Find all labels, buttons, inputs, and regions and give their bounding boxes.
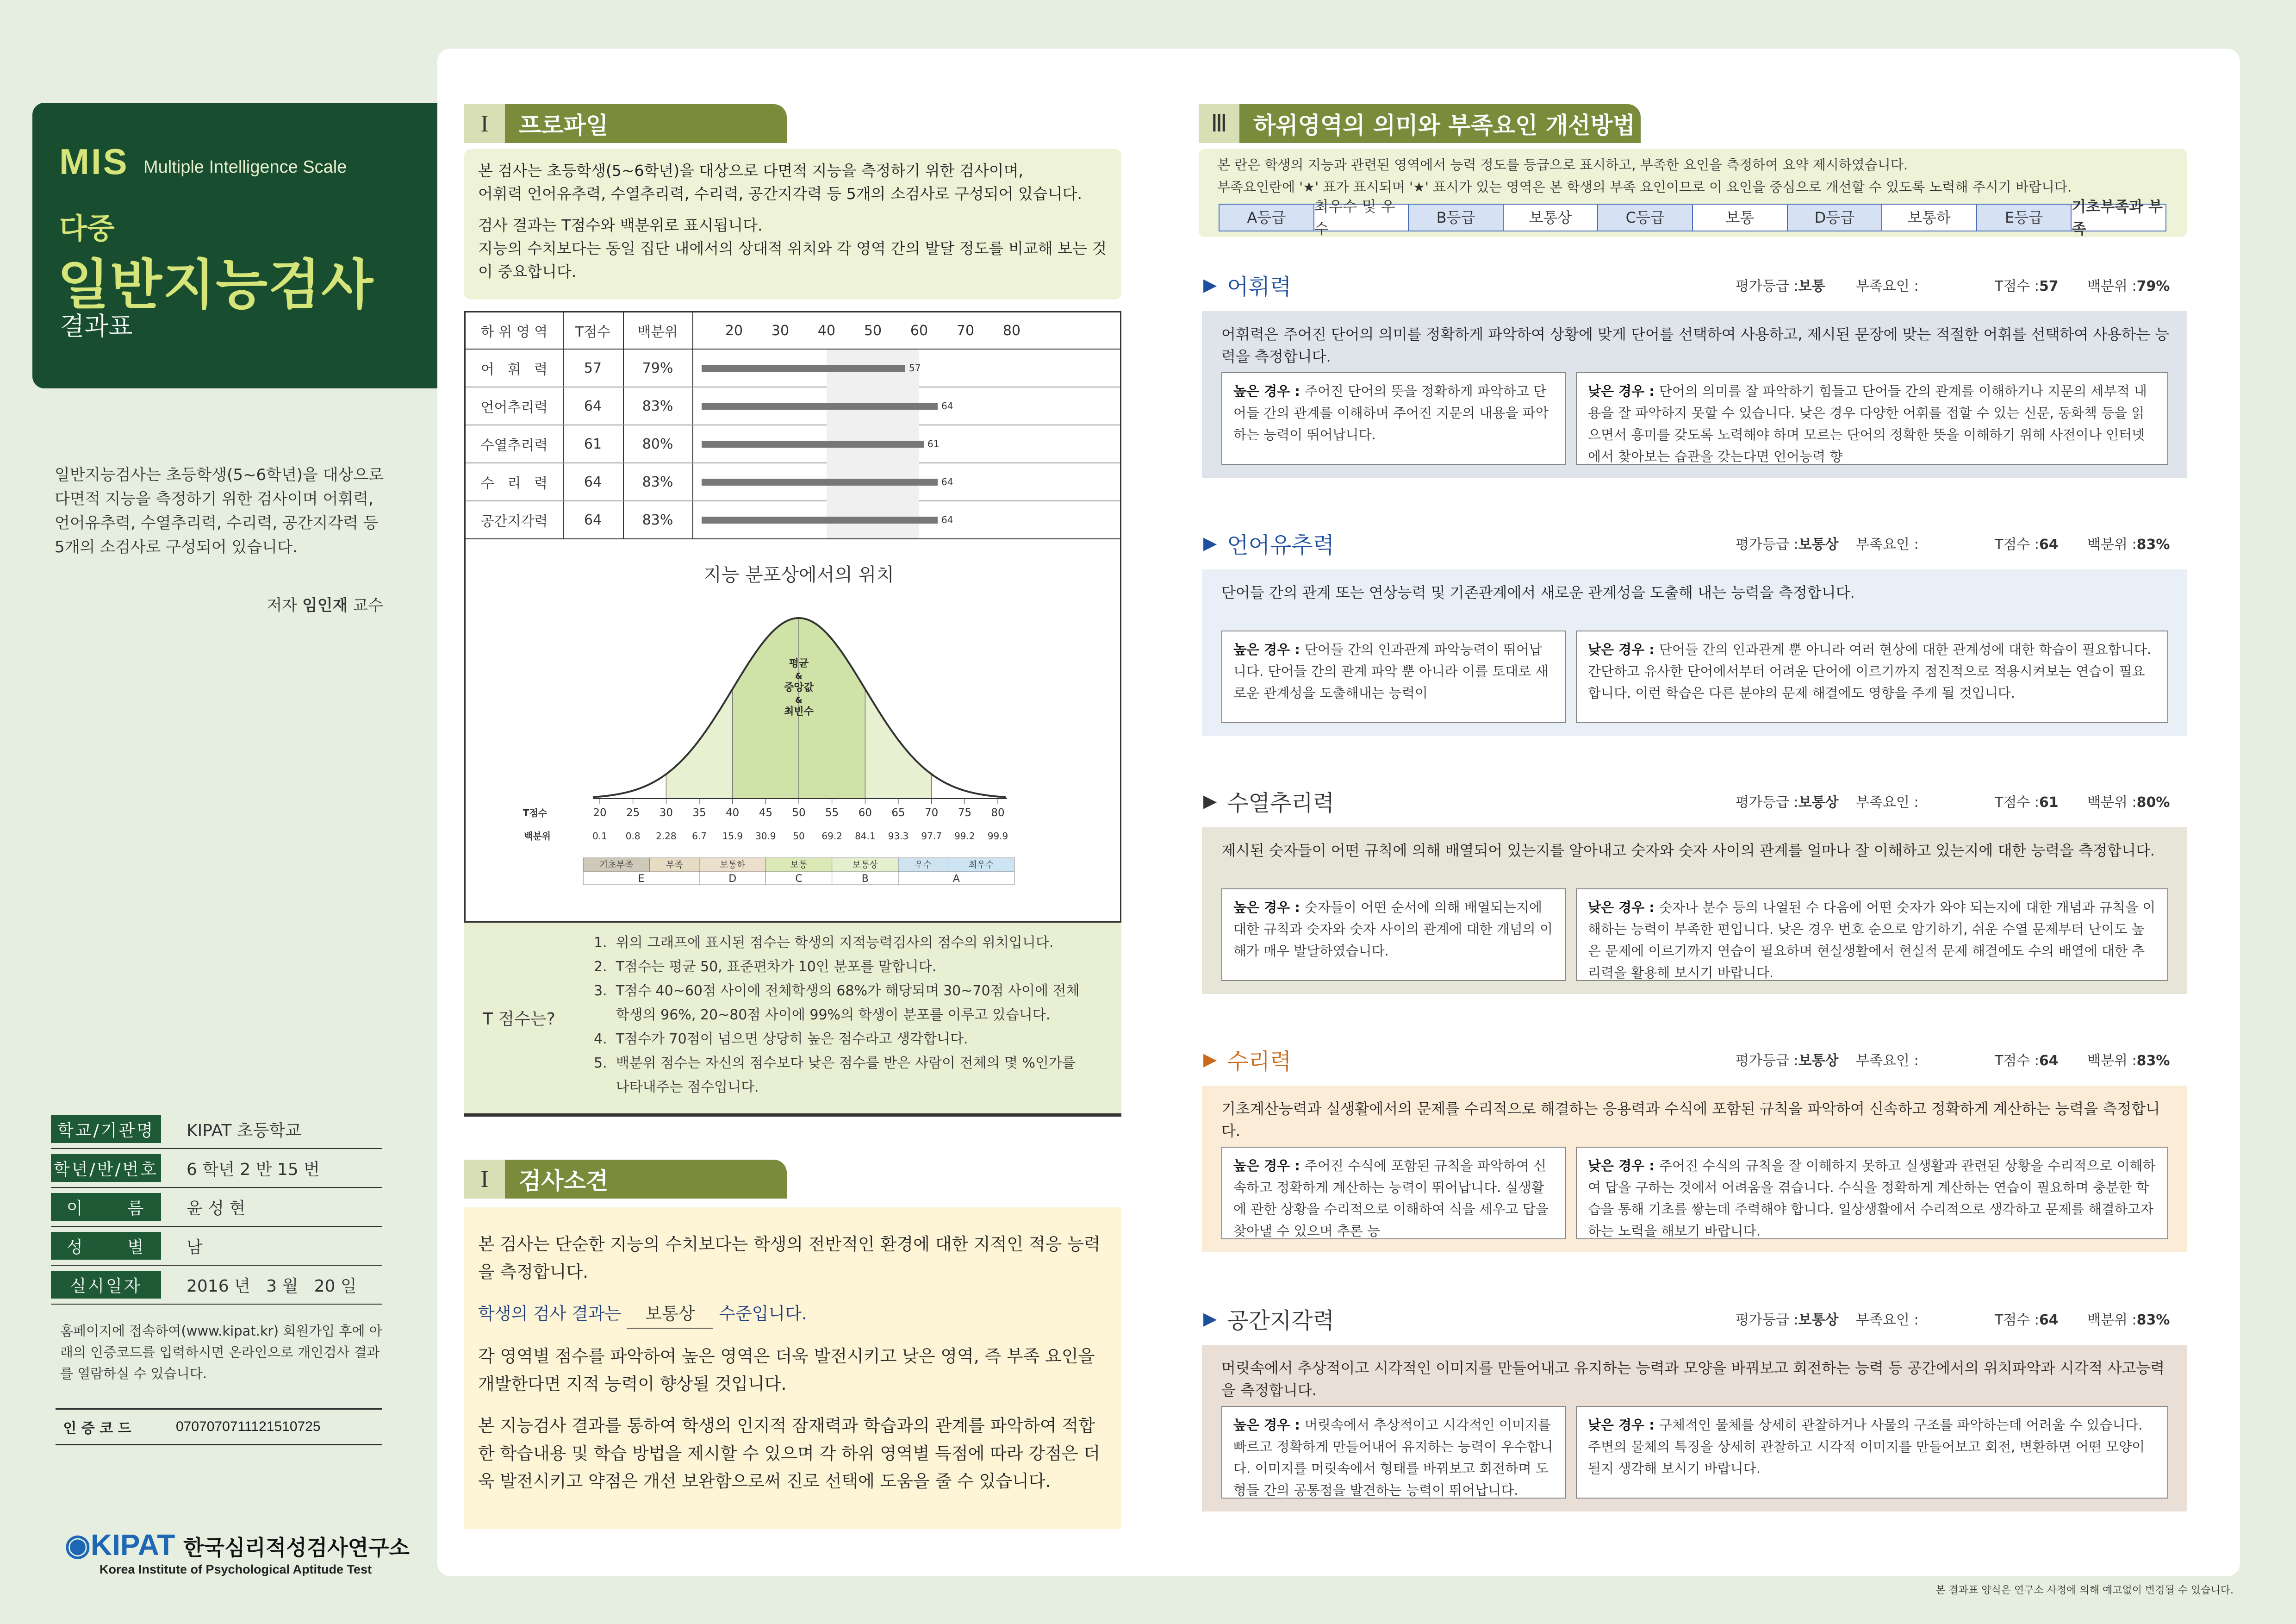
category-label: 기초부족 [599,860,634,870]
area-percentile [2087,1049,2184,1069]
area-name: 수열추리력 [1227,790,1335,816]
high-case-card-label: 높은 경우 : [1233,1417,1305,1433]
footnote: 본 결과표 양식은 연구소 사정에 의해 예고없이 변경될 수 있습니다. [1935,1585,2234,1596]
grade-code: A등급 [1220,205,1314,231]
category-label: 보통상 [852,860,878,870]
high-case-card-text: 주어진 수식에 포함된 규칙을 파악하여 신속하고 정확하게 계산하는 능력이 뛰어납니다. 실생활에 관한 상황을 수리적으로 이해하여 식을 세우고 답을 찾아낼 수 있으며 추론 능 [1233,1158,1549,1239]
area-grade-label: 평가등급 : [1736,1312,1798,1328]
student-info [51,1110,382,1305]
axis-tick-label: 40 [817,322,836,339]
percentile-tick: 97.7 [921,831,942,842]
low-case-card-text: 구체적인 물체를 상세히 관찰하거나 사물의 구조를 파악하는데 어려울 수 있습니다. 주변의 물체의 특징을 상세히 관찰하고 시각적 이미지를 만들어보고 회전, 변환하면 어떤 모양이 될지 생각해 보시기 바랍니다. [1588,1417,2145,1476]
cert-code [56,1408,382,1445]
mis-subtitle: Multiple Intelligence Scale [143,157,347,177]
percentile-axis-label: 백분위 [524,831,551,842]
axis-tick-label: 50 [864,322,882,339]
area-name: 언어유추력 [1227,532,1335,558]
area-t-score [1995,1049,2087,1069]
area-percentile-label: 백분위 : [2087,1053,2137,1069]
profile-intro-line: 어휘력 언어유추력, 수열추리력, 수리력, 공간지각력 등 5개의 소검사로 구성되어 있습니다. [478,185,1082,203]
finding-para: 본 검사는 단순한 지능의 수치보다는 학생의 전반적인 환경에 대한 지적인 적응 능력을 측정합니다. [478,1234,1101,1282]
area-lack [1856,275,1995,295]
area-grade-value: 보통상 [1798,537,1839,553]
low-case-card [1576,1147,2168,1239]
author-suffix: 교수 [353,596,383,615]
percentile-tick: 84.1 [855,831,876,842]
area-box [1202,569,2187,736]
high-case-card [1221,372,1566,465]
area-header [1203,529,2184,557]
col-header-pct: 백분위 [637,324,678,340]
low-case-card-label: 낮은 경우 : [1588,1158,1659,1174]
center-label: 중앙값 [784,682,814,693]
low-case-card-label: 낮은 경우 : [1588,383,1659,399]
row-area-name: 수 리 력 [480,475,548,492]
axis-tick-label: 20 [725,322,743,339]
t-score-tick: 30 [659,807,673,819]
area-lack-label: 부족요인 : [1856,278,1919,294]
area-description: 어휘력은 주어진 단어의 의미를 정확하게 파악하여 상황에 맞게 단어를 선택하여 사용하고, 제시된 문장에 맞는 적절한 어휘를 선택하여 사용하는 능력을 측정합니다. [1221,325,2169,365]
triangle-icon: ▶ [1203,1308,1217,1329]
grade-code: D등급 [1788,205,1883,231]
t-score-tick: 55 [825,807,839,819]
area-percentile-label: 백분위 : [2087,794,2137,811]
grade-label: C [795,873,803,885]
finding-para: 본 지능검사 결과를 통하여 학생의 인지적 잠재력과 학습과의 관계를 파악하여 적합한 학습내용 및 학습 방법을 제시할 수 있으며 각 하위 영역별 득점에 따라 강점은 더욱 발전시키고 약점은 개선 보완함으로써 진로 선택에 도움을 줄 수 있습니다. [478,1416,1101,1491]
area-lack-label: 부족요인 : [1856,1053,1919,1069]
percentile-tick: 2.28 [656,831,677,842]
t-score-tick: 75 [958,807,971,819]
area-header [1203,271,2184,299]
grade-label: B [861,873,869,885]
low-case-card [1576,888,2168,981]
info-row [51,1227,382,1266]
col-header-t: T점수 [575,324,611,340]
result-prefix: 학생의 검사 결과는 [478,1304,622,1324]
high-case-card [1221,888,1566,981]
area-percentile [2087,533,2184,553]
chart-title: 지능 분포상에서의 위치 [703,564,894,586]
section1-number: I [464,104,505,143]
result-suffix: 수준입니다. [719,1304,807,1324]
triangle-icon: ▶ [1203,1049,1217,1069]
area-t-score-label: T점수 : [1995,278,2039,294]
curve-group [523,618,1014,885]
area-grade-value: 보통상 [1798,1053,1839,1069]
score-bar [702,441,924,448]
row-t-score: 61 [584,436,602,452]
grade-label: A [952,873,960,885]
info-value: 6 학년 2 반 15 번 [187,1160,320,1179]
low-case-card-label: 낮은 경우 : [1588,899,1659,915]
score-bar [702,517,938,524]
low-case-card-text: 단어의 의미를 잘 파악하기 힘들고 단어들 간의 관계를 이해하거나 지문의 세부적 내용을 잘 파악하지 못할 수 있습니다. 낮은 경우 다양한 어휘를 접할 수 있는 신문, 동화책 등을 읽으면서 흥미를 갖도록 노력해야 하며 모르는 단어의 정확한 뜻을 이해하기 위해 사전이나 인터넷에서 찾아보는 습관을 갖는다면 언어능력 향 [1588,383,2147,464]
t-score-tick: 35 [692,807,706,819]
area-box [1202,827,2187,994]
author-name: 임인재 [302,596,348,615]
score-bar-label: 61 [927,438,940,450]
axis-tick-label: 60 [910,322,928,339]
profile-intro [464,149,1121,300]
section2-number: I [464,1160,505,1199]
tscore-note: 2. T점수는 평균 50, 표준편차가 10인 분포를 말합니다. [594,959,937,975]
area-percentile-label: 백분위 : [2087,1312,2137,1328]
area-percentile-label: 백분위 : [2087,278,2137,294]
profile-intro-line: 검사 결과는 T점수와 백분위로 표시됩니다. [478,216,763,234]
kipat-name [65,1528,410,1562]
t-score-tick: 40 [726,807,740,819]
high-case-card-label: 높은 경우 : [1233,383,1305,399]
area-box [1202,1086,2187,1252]
percentile-tick: 93.3 [888,831,909,842]
area-percentile-value: 80% [2136,794,2170,811]
low-case-card-label: 낮은 경우 : [1588,642,1659,657]
tscore-notes-list [594,931,1108,1099]
area-t-score-label: T점수 : [1995,1053,2039,1069]
cover-title: 일반지능검사 [57,254,374,316]
t-score-axis-label: T점수 [523,807,548,818]
high-case-card-text: 머릿속에서 추상적이고 시각적인 이미지를 빠르고 정확하게 만들어내어 유지하는 능력이 우수합니다. 이미지를 머릿속에서 형태를 바꿔보고 회전하며 도형들 간의 공통점을 발견하는 능력이 뛰어납니다. [1233,1417,1553,1498]
area-grade-value: 보통상 [1798,1312,1839,1328]
t-score-tick: 45 [759,807,772,819]
grade-desc: 보통하 [1882,205,1977,231]
percentile-tick: 99.2 [954,831,975,842]
high-case-card [1221,631,1566,723]
t-score-tick: 50 [792,807,806,819]
profile-intro-line: 지능의 수치보다는 동일 집단 내에서의 상대적 위치와 각 영역 간의 발달 정도를 비교해 보는 것이 중요합니다. [478,239,1107,281]
percentile-tick: 69.2 [821,831,842,842]
high-case-card-text: 단어들 간의 인과관계 파악능력이 뛰어납니다. 단어들 간의 관계 파악 뿐 아니라 이를 토대로 새로운 관계성을 도출해내는 능력이 [1233,642,1549,701]
category-label: 최우수 [968,860,994,870]
area-lack [1856,791,1995,811]
findings-box [464,1207,1121,1529]
area-t-score-value: 64 [2039,537,2059,553]
grade-code: B등급 [1409,205,1504,231]
row-percentile: 83% [642,512,673,528]
high-case-card [1221,1406,1566,1499]
tscore-note: 나타내주는 점수입니다. [594,1079,759,1095]
center-label: 최빈수 [784,706,814,718]
area-t-score-label: T점수 : [1995,1312,2039,1328]
triangle-icon: ▶ [1203,275,1217,295]
divider [692,312,693,539]
area-lack-label: 부족요인 : [1856,537,1919,553]
grade-desc: 보통상 [1504,205,1599,231]
area-grade-label: 평가등급 : [1736,1053,1798,1069]
section3-title: 하위영역의 의미와 부족요인 개선방법 [1253,112,1636,139]
section1-header [464,104,787,143]
area-t-score-label: T점수 : [1995,794,2039,811]
axis-tick-label: 80 [1002,322,1021,339]
tscore-note: 4. T점수가 70점이 넘으면 상당히 높은 점수라고 생각합니다. [594,1031,968,1047]
area-description: 기초계산능력과 실생활에서의 문제를 수리적으로 해결하는 응용력과 수식에 포함된 규칙을 파악하여 신속하고 정확하게 계산하는 능력을 측정합니다. [1221,1100,2160,1140]
kipat-logo [65,1528,410,1577]
tscore-note: 1. 위의 그래프에 표시된 점수는 학생의 지적능력검사의 점수의 위치입니다. [594,935,1054,951]
high-case-card-text: 주어진 단어의 뜻을 정확하게 파악하고 단어들 간의 관계를 이해하며 주어진 지문의 내용을 파악하는 능력이 뛰어납니다. [1233,383,1549,443]
area-header [1203,787,2184,815]
axis-tick-label: 30 [771,322,790,339]
area-grade [1736,1308,1856,1329]
info-label: 실시일자 [51,1271,161,1299]
info-label: 학년/반/번호 [51,1154,161,1182]
info-value: KIPAT 초등학교 [187,1121,302,1140]
area-lack-label: 부족요인 : [1856,1312,1919,1328]
grade-desc: 기초부족과 부족 [2072,205,2165,231]
row-t-score: 64 [584,512,602,528]
t-score-tick: 25 [626,807,640,819]
tscore-note: 5. 백분위 점수는 자신의 점수보다 낮은 점수를 받은 사람이 전체의 몇 %인가를 [594,1055,1076,1071]
row-area-name: 공간지각력 [480,513,548,530]
high-case-card-label: 높은 경우 : [1233,642,1305,657]
area-grade-value: 보통 [1798,278,1825,294]
category-label: 보통하 [720,860,746,870]
t-score-tick: 65 [891,807,905,819]
section2-title: 검사소견 [519,1168,609,1194]
row-percentile: 80% [642,436,673,452]
area-grade [1736,533,1856,553]
tscore-notes-label: T 점수는? [483,1010,555,1029]
low-case-card [1576,372,2168,465]
cert-value: 0707070711121510725 [176,1419,321,1434]
percentile-tick: 15.9 [722,831,743,842]
row-t-score: 64 [584,474,602,490]
area-grade [1736,275,1856,295]
high-case-card [1221,1147,1566,1239]
author [55,593,383,615]
score-bar-label: 64 [941,514,953,525]
percentile-tick: 0.1 [592,831,607,842]
score-bar [702,365,905,372]
finding-para: 각 영역별 점수를 파악하여 높은 영역은 더욱 발전시키고 낮은 영역, 즉 부족 요인을 개발한다면 지적 능력이 향상될 것입니다. [478,1346,1095,1394]
info-row [51,1188,382,1227]
category-label: 우수 [915,860,932,870]
legend-line: 본 란은 학생의 지능과 관련된 영역에서 능력 정도를 등급으로 표시하고, 부족한 요인을 측정하여 요약 제시하였습니다. [1217,157,1908,173]
area-name: 공간지각력 [1227,1307,1335,1334]
center-label: 평균 [789,658,809,669]
legend-line: 부족요인란에 '★' 표가 표시되며 '★' 표시가 있는 영역은 본 학생의 부족 요인이므로 이 요인을 중심으로 개선할 수 있도록 노력해 주시기 바랍니다. [1217,179,2072,195]
t-score-tick: 60 [858,807,872,819]
area-percentile [2087,275,2184,295]
high-case-card-text: 숫자들이 어떤 순서에 의해 배열되는지에 대한 규칙과 숫자와 숫자 사이의 관계에 대한 개념의 이해가 매우 발달하였습니다. [1233,899,1553,959]
cover-title-line1: 다중 [59,212,115,245]
online-notice: 홈페이지에 접속하여(www.kipat.kr) 회원가입 후에 아래의 인증코드를 입력하시면 온라인으로 개인검사 결과를 열람하실 수 있습니다. [60,1323,382,1381]
area-description: 단어들 간의 관계 또는 연상능력 및 기존관계에서 새로운 관계성을 도출해 내는 능력을 측정합니다. [1221,584,1855,601]
low-case-card [1576,631,2168,723]
percentile-tick: 30.9 [755,831,776,842]
mis-logo: MIS [59,141,129,182]
tscore-note: 3. T점수 40~60점 사이에 전체학생의 68%가 해당되며 30~70점 사이에 전체 [594,983,1080,999]
low-case-card-text: 단어들 간의 인과관계 뿐 아니라 여러 현상에 대한 관계성에 대한 학습이 필요합니다. 간단하고 유사한 단어에서부터 어려운 단어에 이르기까지 점진적으로 적용시켜보는 연습이 필요합니다. 이런 학습은 다른 분야의 문제 해결에도 영향을 주게 될 것입니다. [1588,642,2152,701]
category-label: 부족 [666,860,683,870]
area-box [1202,1345,2187,1512]
area-t-score-value: 61 [2039,794,2059,811]
section1-title: 프로파일 [519,112,609,139]
area-grade-label: 평가등급 : [1736,278,1798,294]
row-area-name: 수열추리력 [480,437,548,454]
t-score-tick: 70 [925,807,939,819]
area-name: 수리력 [1227,1048,1292,1074]
info-row [51,1110,382,1149]
info-row [51,1266,382,1305]
row-t-score: 64 [584,398,602,414]
area-box [1202,311,2187,478]
area-percentile [2087,1308,2184,1329]
high-case-card-label: 높은 경우 : [1233,899,1305,915]
area-t-score [1995,1308,2087,1329]
score-bar [702,479,938,486]
area-lack [1856,1049,1995,1069]
triangle-icon: ▶ [1203,791,1217,811]
area-percentile-value: 83% [2136,1312,2170,1328]
row-area-name: 어 휘 력 [480,362,548,378]
area-t-score-value: 64 [2039,1312,2059,1328]
area-t-score-label: T점수 : [1995,537,2039,553]
info-label: 성 별 [51,1232,161,1260]
area-grade [1736,791,1856,811]
high-case-card-label: 높은 경우 : [1233,1158,1305,1174]
center-label: & [795,671,803,681]
area-header [1203,1045,2184,1073]
row-percentile: 79% [642,360,673,376]
info-row [51,1149,382,1188]
area-lack [1856,1308,1995,1329]
area-name: 어휘력 [1227,274,1292,300]
area-grade-label: 평가등급 : [1736,537,1798,553]
area-header [1203,1305,2184,1332]
section2-header [464,1160,787,1199]
author-prefix: 저자 [267,596,298,615]
t-score-tick: 20 [593,807,607,819]
section3-header [1199,104,1641,143]
area-grade [1736,1049,1856,1069]
area-t-score-value: 64 [2039,1053,2059,1069]
area-t-score [1995,533,2087,553]
col-header-area: 하 위 영 역 [480,324,548,340]
area-t-score-value: 57 [2039,278,2059,294]
area-t-score [1995,791,2087,811]
info-value: 남 [187,1237,203,1257]
area-description: 머릿속에서 추상적이고 시각적인 이미지를 만들어내고 유지하는 능력과 모양을 바꿔보고 회전하는 능력 등 공간에서의 위치파악과 시각적 사고능력을 측정합니다. [1221,1359,2165,1399]
center-label: & [795,695,803,705]
low-case-card-label: 낮은 경우 : [1588,1417,1659,1433]
score-bar-label: 64 [941,400,953,412]
profile-intro-line: 본 검사는 초등학생(5~6학년)을 대상으로 다면적 지능을 측정하기 위한 검사이며, [478,162,1024,180]
low-case-card [1576,1406,2168,1499]
result-value: 보통상 [627,1300,713,1329]
section3-number: Ⅲ [1199,104,1239,143]
row-percentile: 83% [642,398,673,414]
area-percentile-value: 83% [2136,1053,2170,1069]
grade-desc: 최우수 및 우수 [1314,205,1409,231]
triangle-icon: ▶ [1203,533,1217,553]
row-area-name: 언어추리력 [480,400,548,416]
low-case-card-text: 숫자나 분수 등의 나열된 수 다음에 어떤 숫자가 와야 되는지에 대한 개념과 규칙을 이해하는 능력이 부족한 편입니다. 낮은 경우 번호 순으로 암기하기, 쉬운 수열 문제부터 난이도 높은 문제에 이르기까지 연습이 필요하며 현실생활에서 현실적 문제 해결에도 수의 배열에 대한 추리력을 활용해 보시기 바랍니다. [1588,899,2156,981]
grade-label: E [638,873,645,885]
grade-table [1219,198,2166,237]
area-lack [1856,533,1995,553]
category-label: 보통 [790,860,808,870]
area-percentile-value: 83% [2136,537,2170,553]
area-percentile-value: 79% [2136,278,2170,294]
kipat-korean-name: 한국심리적성검사연구소 [183,1535,410,1560]
area-lack-label: 부족요인 : [1856,794,1919,811]
distribution-chart [466,539,1120,924]
grade-code: C등급 [1598,205,1693,231]
score-bar-label: 57 [909,362,921,374]
finding-result [478,1300,1108,1329]
area-t-score [1995,275,2087,295]
percentile-tick: 0.8 [625,831,641,842]
info-value: 2016 년 3 월 20 일 [187,1276,357,1296]
tscore-notes [464,921,1121,1115]
score-bar [702,403,938,410]
cover-subtitle: 결과표 [60,312,133,341]
area-description: 제시된 숫자들이 어떤 규칙에 의해 배열되어 있는지를 알아내고 숫자와 숫자 사이의 관계를 얼마나 잘 이해하고 있는지에 대한 능력을 측정합니다. [1221,842,2155,859]
grade-code: E등급 [1977,205,2072,231]
grade-label: D [728,873,737,885]
area-grade-value: 보통상 [1798,794,1839,811]
percentile-tick: 50 [793,831,805,842]
axis-tick-label: 70 [956,322,975,339]
score-bar-label: 64 [941,476,953,487]
t-score-tick: 80 [991,807,1005,819]
area-grade-label: 평가등급 : [1736,794,1798,811]
intro-text: 일반지능검사는 초등학생(5~6학년)을 대상으로 다면적 지능을 측정하기 위한 검사이며 어휘력, 언어유추력, 수열추리력, 수리력, 공간지각력 등 5개의 소검사로 구성되어 있습니다. [55,466,384,556]
kipat-logo-icon: ◉ [65,1528,91,1562]
row-percentile: 83% [642,474,673,490]
kipat-english-name: Korea Institute of Psychological Aptitude Test [100,1562,372,1576]
percentile-tick: 99.9 [987,831,1008,842]
cover-block [32,103,437,388]
low-case-card-text: 주어진 수식의 규칙을 잘 이해하지 못하고 실생활과 관련된 상황을 수리적으로 이해하여 답을 구하는 것에서 어려움을 겪습니다. 수식을 정확하게 계산하는 연습이 필요하며 충분한 학습을 통해 기초를 쌓는데 주력해야 합니다. 일상생활에서 수리적으로 생각하고 문제를 해결하고자 하는 노력을 해보기 바랍니다. [1588,1158,2156,1239]
area-percentile [2087,791,2184,811]
tscore-note: 학생의 96%, 20~80점 사이에 99%의 학생이 분포를 이루고 있습니다. [594,1007,1051,1023]
kipat-brand: KIPAT [90,1528,175,1562]
percentile-tick: 6.7 [692,831,707,842]
grade-legend [1199,149,2187,237]
grade-desc: 보통 [1693,205,1788,231]
info-label: 학교/기관명 [51,1115,161,1143]
cert-label: 인 증 코 드 [63,1420,131,1437]
info-label: 이 름 [51,1193,161,1221]
area-percentile-label: 백분위 : [2087,537,2137,553]
row-t-score: 57 [584,360,602,376]
info-value: 윤 성 현 [187,1199,246,1218]
